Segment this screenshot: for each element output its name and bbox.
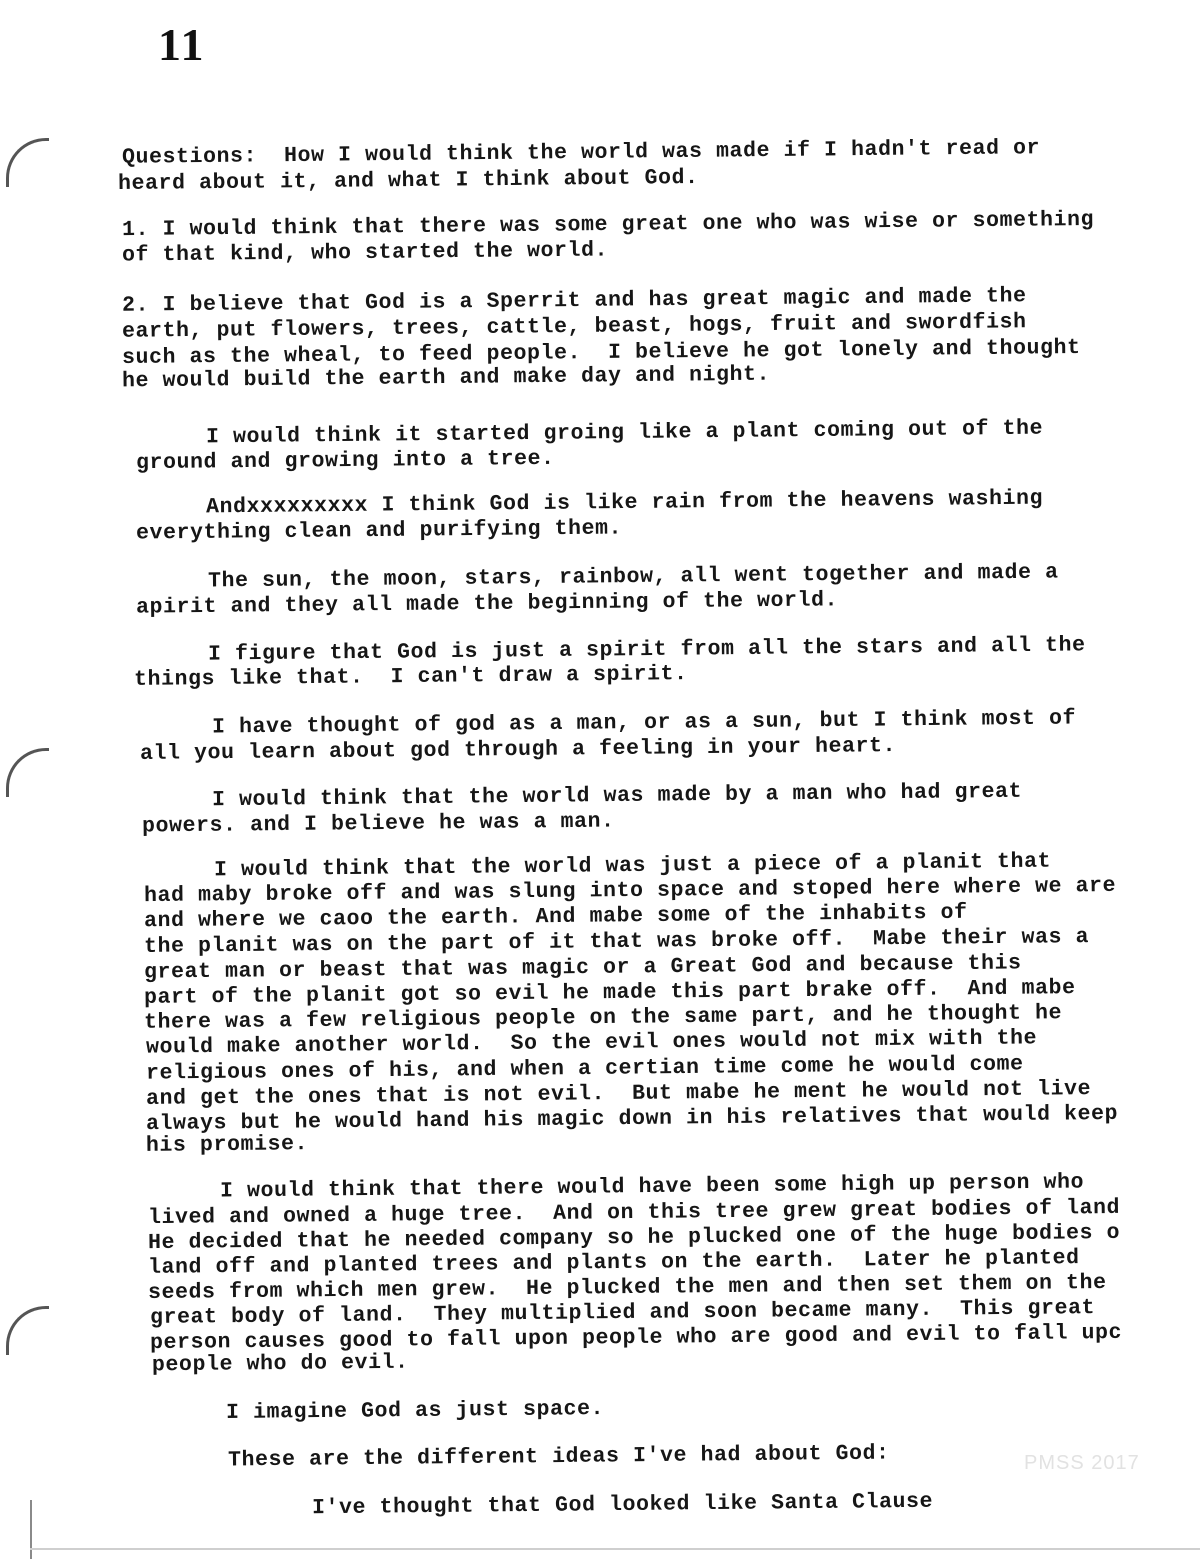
text-line: people who do evil. bbox=[151, 1350, 409, 1378]
text-line: ground and growing into a tree. bbox=[135, 446, 555, 476]
text-line: I have thought of god as a man, or as a sun, but I think most of bbox=[211, 706, 1077, 740]
text-line: land off and planted trees and plants on the earth. Later he planted bbox=[147, 1246, 1080, 1280]
text-line: of that kind, who started the world. bbox=[121, 238, 609, 268]
text-line: religious ones of his, and when a certian time come he would come bbox=[145, 1052, 1024, 1086]
watermark: PMSS 2017 bbox=[1024, 1452, 1140, 1474]
text-line: things like that. I can't draw a spirit. bbox=[133, 662, 688, 692]
page-number: 11 bbox=[158, 19, 206, 70]
text-line: seeds from which men grew. He plucked the men and then set them on the bbox=[147, 1270, 1107, 1306]
text-line: Questions: How I would think the world was made if I hadn't read or bbox=[121, 136, 1041, 170]
scan-edge bbox=[30, 1548, 1200, 1550]
text-line: Andxxxxxxxxx I think God is like rain from the heavens washing bbox=[205, 486, 1044, 520]
text-line: would make another world. So the evil ones would not mix with the bbox=[145, 1026, 1038, 1060]
text-line: person causes good to fall upon people who are good and evil to fall upc bbox=[149, 1320, 1123, 1356]
binder-hole-top bbox=[6, 138, 49, 187]
text-line: powers. and I believe he was a man. bbox=[141, 809, 615, 839]
text-line: The sun, the moon, stars, rainbow, all went together and made a bbox=[207, 560, 1059, 594]
text-line: I would think that the world was made by a man who had great bbox=[211, 779, 1023, 813]
text-line: had maby broke off and was slung into space and stoped here where we are bbox=[143, 873, 1117, 909]
text-line: I would think it started groing like a plant coming out of the bbox=[205, 416, 1044, 450]
text-line: lived and owned a huge tree. And on this tree grew great bodies of land bbox=[147, 1195, 1121, 1231]
text-line: great body of land. They multiplied and soon became many. This great bbox=[149, 1296, 1096, 1330]
text-line: everything clean and purifying them. bbox=[135, 516, 623, 546]
text-line: great man or beast that was magic or a Great God and because this bbox=[143, 951, 1022, 985]
text-line: I figure that God is just a spirit from all the stars and all the bbox=[207, 633, 1086, 667]
text-line: there was a few religious people on the same part, and he thought he bbox=[143, 1001, 1063, 1035]
text-line: He decided that he needed company so he plucked one of the huge bodies o bbox=[147, 1220, 1121, 1256]
text-line: apirit and they all made the beginning of the world. bbox=[135, 588, 839, 620]
binder-hole-middle bbox=[6, 748, 49, 797]
text-line: all you learn about god through a feeling in your heart. bbox=[139, 734, 897, 766]
text-line: he would build the earth and make day and night. bbox=[121, 362, 771, 394]
text-line: I imagine God as just space. bbox=[225, 1397, 605, 1425]
text-line: always but he would hand his magic down in his relatives that would keep bbox=[145, 1101, 1119, 1137]
text-line: and where we caoo the earth. And mabe some of the inhabits of bbox=[143, 900, 968, 934]
scan-edge bbox=[30, 1500, 32, 1559]
text-line: heard about it, and what I think about God. bbox=[117, 165, 699, 197]
text-line: 2. I believe that God is a Sperrit and has great magic and made the bbox=[121, 284, 1027, 318]
text-line: and get the ones that is not evil. But mabe he ment he would not live bbox=[145, 1077, 1092, 1111]
text-line: earth, put flowers, trees, cattle, beast, hogs, fruit and swordfish bbox=[121, 310, 1027, 344]
text-line: I've thought that God looked like Santa Clause bbox=[311, 1489, 934, 1521]
text-line: I would think that there would have been some high up person who bbox=[219, 1170, 1085, 1204]
text-line: part of the planit got so evil he made this part brake off. And mabe bbox=[143, 976, 1076, 1010]
text-line: the planit was on the part of it that was broke off. Mabe their was a bbox=[143, 925, 1090, 959]
text-line: his promise. bbox=[145, 1132, 309, 1158]
binder-hole-bottom bbox=[6, 1306, 49, 1355]
text-line: I would think that the world was just a piece of a planit that bbox=[213, 849, 1052, 883]
text-line: These are the different ideas I've had about God: bbox=[227, 1441, 890, 1473]
text-line: 1. I would think that there was some great one who was wise or something bbox=[121, 207, 1095, 243]
text-line: such as the wheal, to feed people. I believe he got lonely and thought bbox=[121, 335, 1081, 371]
